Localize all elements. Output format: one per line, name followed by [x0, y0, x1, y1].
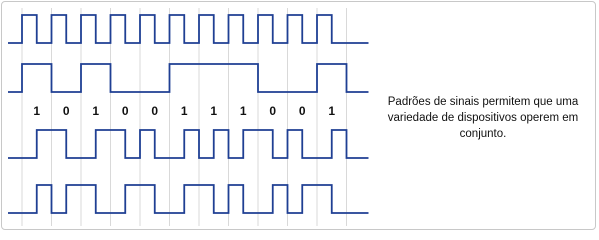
- signal-differential-manchester: [8, 185, 369, 213]
- bit-label: 1: [328, 104, 336, 118]
- bit-label: 1: [210, 104, 218, 118]
- bit-label: 0: [298, 104, 306, 118]
- bit-labels: [33, 104, 335, 118]
- bit-label: 1: [239, 104, 247, 118]
- caption: [378, 94, 588, 142]
- bit-label: 1: [33, 104, 41, 118]
- bit-label: 0: [62, 104, 70, 118]
- caption-line-3: conjunto.: [459, 128, 507, 140]
- bit-label: 0: [269, 104, 277, 118]
- bit-label: 0: [121, 104, 129, 118]
- bit-label: 1: [92, 104, 100, 118]
- bit-label: 0: [151, 104, 159, 118]
- bit-label: 1: [180, 104, 188, 118]
- signal-nrz: [8, 64, 369, 92]
- caption-line-2: variedade de dispositivos operem em: [387, 112, 579, 124]
- signal-clock: [8, 15, 369, 43]
- caption-line-1: Padrões de sinais permitem que uma: [387, 96, 579, 108]
- signal-manchester: [8, 130, 369, 158]
